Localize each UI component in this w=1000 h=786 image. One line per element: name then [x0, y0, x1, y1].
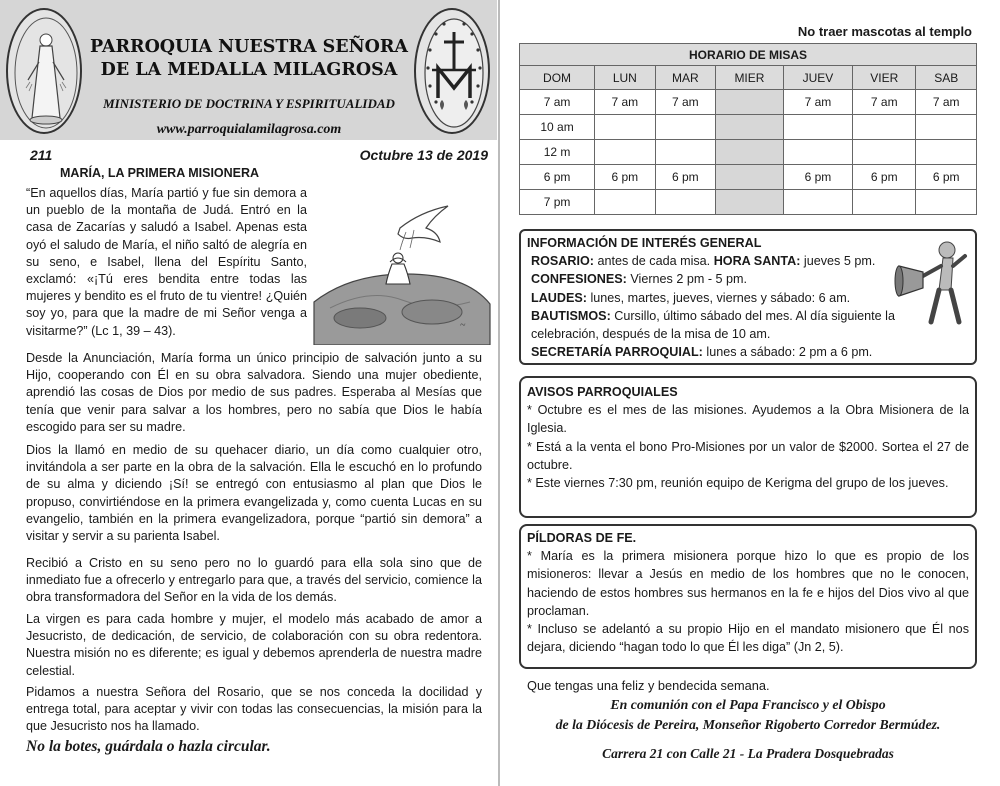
- svg-text:~: ~: [460, 320, 466, 331]
- table-cell: [916, 115, 977, 140]
- page-divider: [498, 0, 500, 786]
- office-text: lunes a sábado: 2 pm a 6 pm.: [702, 345, 873, 360]
- table-cell: 7 am: [520, 90, 595, 115]
- ministry-name: MINISTERIO DE DOCTRINA Y ESPIRITUALIDAD: [103, 96, 395, 111]
- parish-title: [88, 36, 410, 82]
- table-cell: [916, 190, 977, 215]
- faith-pill-item: * Incluso se adelantó a su propio Hijo en el mandato misionero que Él nos dejara, diciendo “hagan todo lo que Él les diga” (Jn 2, 5).: [527, 622, 969, 655]
- faith-pill-item: * María es la primera misionera porque hizo lo que es propio de los misioneros: llevar a Jesús en medio de los hombres que no le conocen, haciendo de estos hombres sus hermanos en la fe e hijos del Dios vivo al que proclaman.: [527, 549, 969, 618]
- table-cell: [716, 165, 784, 190]
- left-page: [0, 0, 497, 786]
- table-row: [520, 165, 977, 190]
- lauds-label: LAUDES:: [531, 290, 587, 305]
- parish-address: Carrera 21 con Calle 21 - La Pradera Dosquebradas: [602, 746, 894, 761]
- table-cell: 7 pm: [520, 190, 595, 215]
- table-cell: [595, 140, 656, 165]
- table-row: [520, 90, 977, 115]
- table-cell: 6 pm: [916, 165, 977, 190]
- communion-line-2: de la Diócesis de Pereira, Monseñor Rigoberto Corredor Bermúdez.: [555, 717, 941, 732]
- parish-notices-box: [519, 376, 977, 518]
- table-cell: [716, 140, 784, 165]
- table-cell: [595, 190, 656, 215]
- holy-hour-label: HORA SANTA:: [713, 254, 801, 269]
- day-header: VIER: [853, 66, 916, 90]
- table-cell: [783, 190, 852, 215]
- closing-note: No la botes, guárdala o hazla circular.: [26, 738, 271, 755]
- table-cell: 6 pm: [783, 165, 852, 190]
- table-cell: 7 am: [595, 90, 656, 115]
- office-label: SECRETARÍA PARROQUIAL:: [531, 345, 703, 360]
- table-cell: [716, 190, 784, 215]
- visitation-illustration: [310, 190, 493, 345]
- mass-schedule-title: HORARIO DE MISAS: [520, 44, 977, 66]
- article-paragraph: “En aquellos días, María partió y fue sin demora a un pueblo de la montaña de Judá. Entró en la casa de Zacarías y saludó a Isabel. Apenas esta oyó el saludo de María, el niño saltó de alegría en su seno, e Isabel, llena del Espíritu Santo, exclamó: «¡Tú eres bendita entre todas las mujeres y bendito es el fruto de tu vientre! ¿Quién soy yo, para que la madre de mi Señor venga a visitarme?” (Lc 1, 39 – 43).: [26, 186, 307, 338]
- notice-item: * Está a la venta el bono Pro-Misiones por un valor de $2000. Sortea el 27 de octubre.: [527, 439, 969, 472]
- table-cell: 7 am: [783, 90, 852, 115]
- article-paragraph: Pidamos a nuestra Señora del Rosario, que se nos conceda la docilidad y entrega total, para aceptar y vivir con todas las consecuencias, la misión para la que Jesucristo nos ha llamado.: [26, 685, 482, 734]
- communion-line-1: En comunión con el Papa Francisco y el Obispo: [610, 697, 886, 712]
- office-line: [527, 343, 969, 361]
- confessions-text: Viernes 2 pm - 5 pm.: [626, 272, 748, 287]
- table-cell: [716, 115, 784, 140]
- parish-title-line1: PARROQUIA NUESTRA SEÑORA: [90, 37, 408, 57]
- table-cell: [655, 115, 716, 140]
- holy-hour-text: jueves 5 pm.: [800, 254, 876, 269]
- pet-notice: No traer mascotas al templo: [797, 24, 972, 39]
- megaphone-figure-icon: [893, 236, 971, 328]
- table-cell: 6 pm: [655, 165, 716, 190]
- issue-number: 211: [30, 147, 53, 163]
- rosary-label: ROSARIO:: [531, 254, 594, 269]
- table-row: [520, 140, 977, 165]
- day-header: LUN: [595, 66, 656, 90]
- day-header: MIER: [716, 66, 784, 90]
- table-cell: [655, 140, 716, 165]
- table-cell: 7 am: [655, 90, 716, 115]
- lauds-text: lunes, martes, jueves, viernes y sábado: 6 am.: [586, 290, 851, 305]
- miraculous-medal-reverse-image: [414, 8, 490, 134]
- issue-date: Octubre 13 de 2019: [359, 147, 488, 163]
- day-header: MAR: [655, 66, 716, 90]
- table-cell: [595, 115, 656, 140]
- table-cell: 10 am: [520, 115, 595, 140]
- table-cell: [916, 140, 977, 165]
- parish-notices-title: AVISOS PARROQUIALES: [527, 385, 678, 399]
- table-cell: 6 pm: [595, 165, 656, 190]
- table-cell: 6 pm: [853, 165, 916, 190]
- miraculous-medal-front-image: [6, 8, 82, 134]
- article-title: MARÍA, LA PRIMERA MISIONERA: [60, 166, 260, 180]
- table-cell: [853, 115, 916, 140]
- article-paragraph: Desde la Anunciación, María forma un único principio de salvación junto a su Hijo, cooperando con Él en su obra salvadora. Siendo una mujer obediente, aprendió las cosas de Dios por medio de sus padres. Esperaba al Mesías que tenía que venir para salvar a los hombres, pero no sabía que Dios le había escogido para ser su madre.: [26, 351, 482, 434]
- table-cell: [783, 140, 852, 165]
- day-header: DOM: [520, 66, 595, 90]
- day-header: JUEV: [783, 66, 852, 90]
- faith-pills-box: [519, 524, 977, 669]
- table-row: [520, 190, 977, 215]
- table-cell: [655, 190, 716, 215]
- table-row: [520, 115, 977, 140]
- day-header: SAB: [916, 66, 977, 90]
- mass-schedule-table: [519, 43, 977, 215]
- notice-item: * Octubre es el mes de las misiones. Ayudemos a la Obra Misionera de la Iglesia.: [527, 403, 969, 436]
- table-cell: [716, 90, 784, 115]
- table-cell: 7 am: [916, 90, 977, 115]
- website-url: www.parroquialamilagrosa.com: [156, 122, 342, 137]
- table-cell: [783, 115, 852, 140]
- parish-title-line2: DE LA MEDALLA MILAGROSA: [100, 60, 398, 80]
- table-cell: 6 pm: [520, 165, 595, 190]
- article-paragraph: La virgen es para cada hombre y mujer, el modelo más acabado de amor a Jesucristo, de dedicación, de servicio, de colaboración con su obra redentora. Nuestra misión no es diferente; es igual y debemos aprenderla de nuestra madre celestial.: [26, 612, 482, 678]
- rosary-text: antes de cada misa.: [593, 254, 714, 269]
- baptisms-label: BAUTISMOS:: [531, 308, 611, 323]
- notice-item: * Este viernes 7:30 pm, reunión equipo de Kerigma del grupo de los jueves.: [527, 476, 949, 491]
- table-cell: 12 m: [520, 140, 595, 165]
- article-paragraph: Dios la llamó en medio de su quehacer diario, un día como cualquier otro, invitándola a ser parte en la obra de la salvación. Ella le escuchó en lo profundo de su alma y diciendo ¡Sí! se entregó con entusiasmo al plan que Dios le propuso, convirtiéndose en la primera evangelizada y, como cuenta Lucas en su evangelio, también en la primera evangelizadora, porque “partió sin demora” a visitar y servir a su parienta Isabel.: [26, 443, 482, 544]
- table-cell: 7 am: [853, 90, 916, 115]
- days-header-row: [520, 66, 977, 90]
- general-info-box: [519, 229, 977, 365]
- table-cell: [853, 190, 916, 215]
- faith-pills-title: PÍLDORAS DE FE.: [527, 531, 637, 545]
- general-info-title: INFORMACIÓN DE INTERÉS GENERAL: [527, 236, 762, 250]
- baptisms-text: Cursillo, último sábado del mes. Al día siguiente la celebración, después de la misa de 10 am.: [531, 308, 895, 342]
- farewell-text: Que tengas una feliz y bendecida semana.: [527, 678, 770, 693]
- article-paragraph: Recibió a Cristo en su seno pero no lo guardó para ella sola sino que de inmediato fue a ofrecerlo y entregarlo para que, a través del servicio, comience la obra transformadora del Señor en la vida de los demás.: [26, 556, 482, 605]
- table-cell: [853, 140, 916, 165]
- confessions-label: CONFESIONES:: [531, 272, 627, 287]
